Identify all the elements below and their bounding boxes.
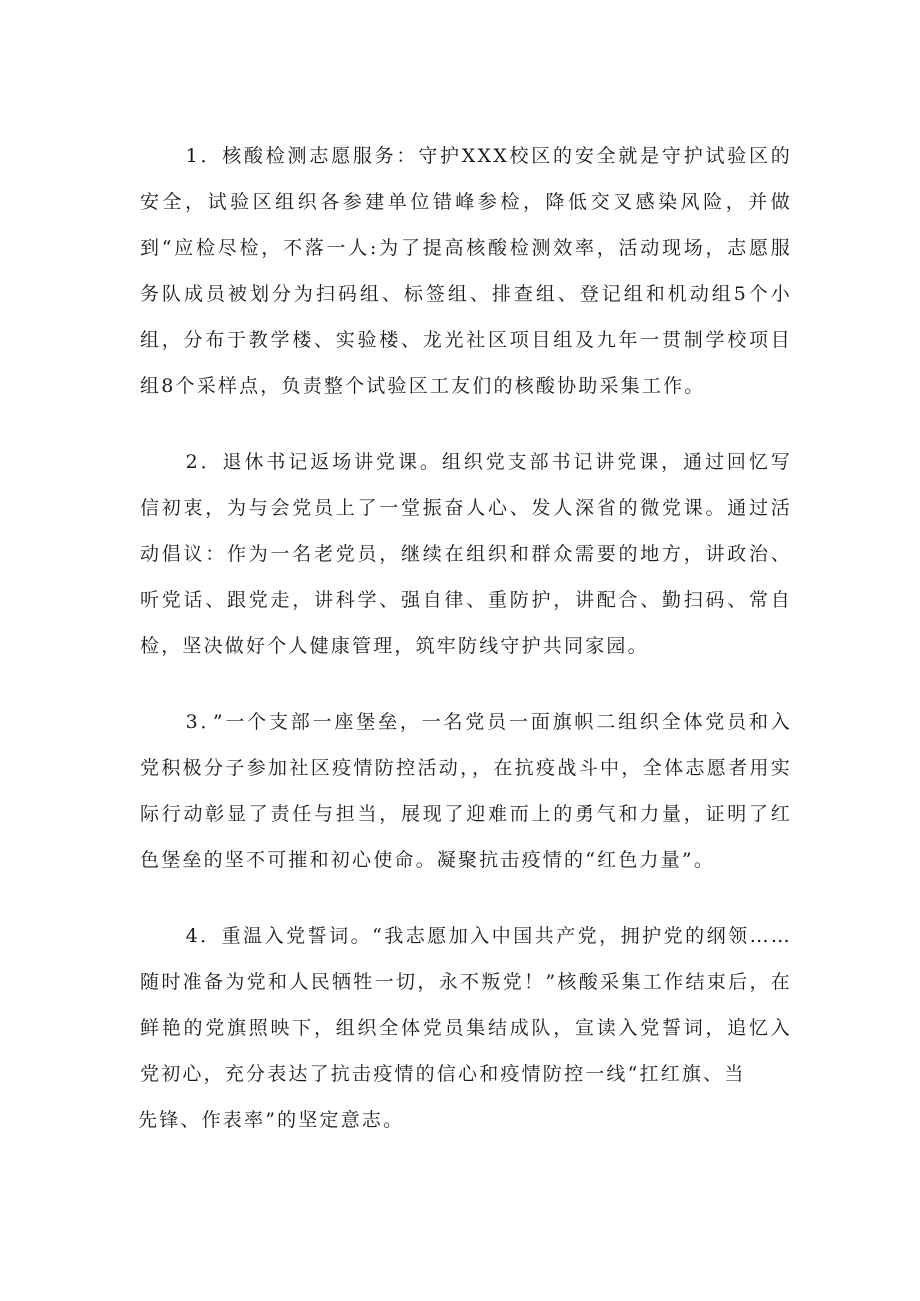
document-body (140, 133, 792, 1143)
paragraph-1: 1．核酸检测志愿服务：守护XXX校区的安全就是守护试验区的安全，试验区组织各参建单位错峰参检，降低交叉感染风险，并做到“应检尽检，不落一人:为了提高核酸检测效率，活动现场，志愿服务队成员被划分为扫码组、标签组、排查组、登记组和机动组5个小组，分布于教学楼、实验楼、龙光社区项目组及九年一贯制学校项目组8个采样点，负责整个试验区工友们的核酸协助采集工作。 (140, 145, 792, 397)
paragraph-3: 3．”一个支部一座堡垒，一名党员一面旗帜二组织全体党员和入党积极分子参加社区疫情防控活动，，在抗疫战斗中，全体志愿者用实际行动彰显了责任与担当，展现了迎难而上的勇气和力量，证明了红色堡垒的坚不可摧和初心使命。凝聚抗击疫情的“红色力量”。 (140, 711, 792, 871)
paragraph-4-body: 4．重温入党誓词。“我志愿加入中国共产党，拥护党的纲领……随时准备为党和人民牺牲一切，永不叛党！”核酸采集工作结束后，在鲜艳的党旗照映下，组织全体党员集结成队，宣读入党誓词，追忆入党初心，充分表达了抗击疫情的信心和疫情防控一线“扛红旗、当 (140, 925, 792, 1085)
paragraph-4-tail: 先锋、作表率”的坚定意志。 (138, 1109, 405, 1131)
paragraph-2: 2．退休书记返场讲党课。组织党支部书记讲党课，通过回忆写信初衷，为与会党员上了一堂振奋人心、发人深省的微党课。通过活动倡议：作为一名老党员，继续在组织和群众需要的地方，讲政治、听党话、跟党走，讲科学、强自律、重防护，讲配合、勤扫码、常自检，坚决做好个人健康管理，筑牢防线守护共同家园。 (140, 451, 792, 657)
paragraph-4 (140, 913, 792, 1143)
